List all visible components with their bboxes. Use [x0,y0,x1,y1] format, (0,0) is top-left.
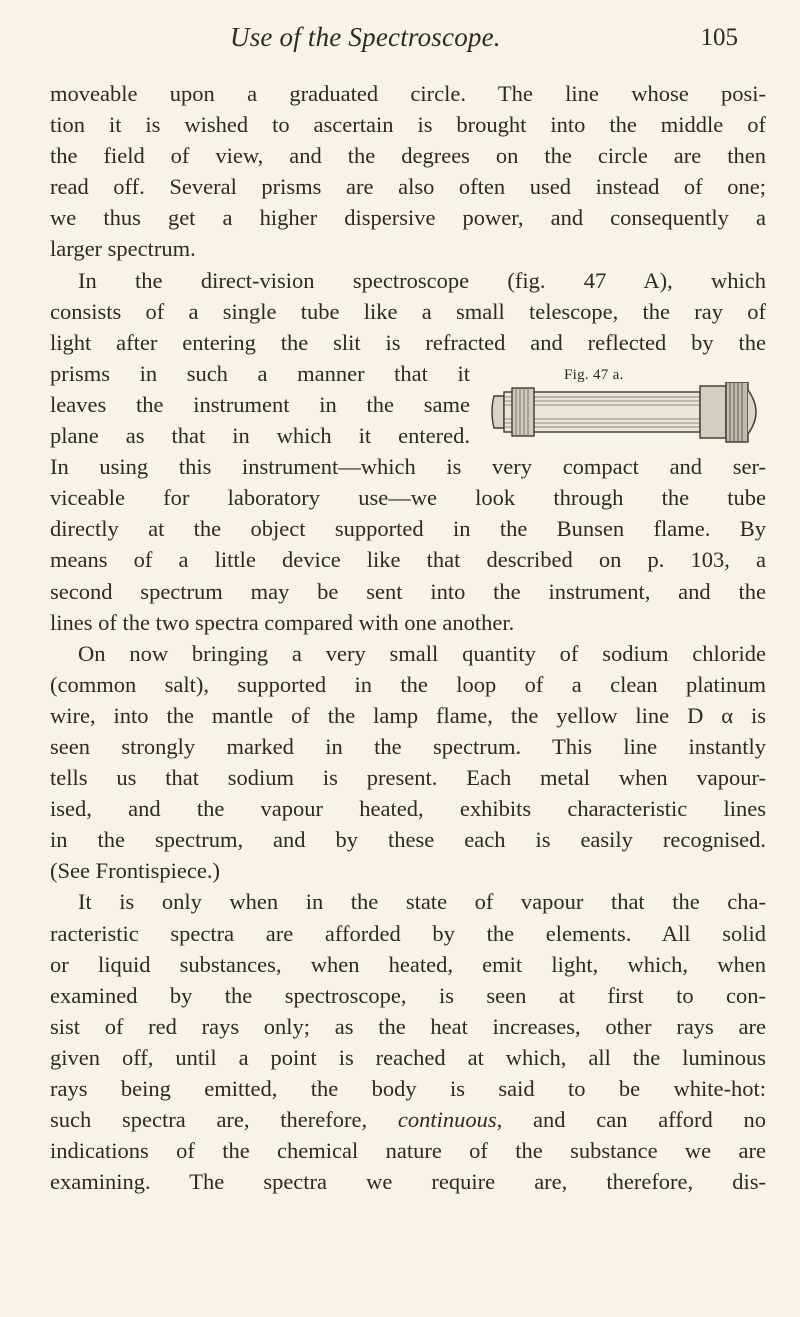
page-number: 105 [700,24,738,51]
text-line: plane as that in which it entered. [50,423,470,449]
figure-47a [488,358,766,451]
text-line: examined by the spectroscope, is seen at first to con- [50,982,766,1008]
page-header [0,22,800,62]
text-line: On now bringing a very small quantity of sodium chloride [78,640,766,666]
text-line: indications of the chemical nature of the substance we are [50,1138,766,1164]
text-line: examining. The spectra we require are, therefore, dis- [50,1169,766,1195]
text-line: consists of a single tube like a small telescope, the ray of [50,298,766,324]
text-line: wire, into the mantle of the lamp flame, the yellow line D α is [50,702,766,728]
text-line: racteristic spectra are afforded by the elements. All solid [50,920,766,946]
text-run: such spectra are, therefore, [50,1107,398,1133]
text-line: (See Frontispiece.) [50,858,220,884]
figure-row [50,358,766,451]
text-line: seen strongly marked in the spectrum. This line instantly [50,733,766,759]
text-line: rays being emitted, the body is said to be white-hot: [50,1076,766,1101]
figure-caption: Fig. 47 a. [564,366,624,383]
text-run: , and can afford no [496,1107,766,1133]
text-line: In using this instrument—which is very compact and ser- [50,454,766,480]
text-line: or liquid substances, when heated, emit light, which, when [50,951,766,977]
text-line: larger spectrum. [50,236,196,262]
text-line: viceable for laboratory use—we look through the tube [50,485,766,511]
text-line: the field of view, and the degrees on the circle are then [50,143,766,169]
text-line: tells us that sodium is present. Each metal when vapour- [50,765,766,791]
text-line: sist of red rays only; as the heat increases, other rays are [50,1013,766,1039]
text-line: leaves the instrument in the same [50,391,470,417]
text-line [50,1104,766,1135]
text-line: lines of the two spectra compared with one another. [50,609,515,635]
text-line: prisms in such a manner that it [50,360,470,386]
text-line: means of a little device like that described on p. 103, a [50,547,766,573]
text-line: moveable upon a graduated circle. The line whose posi- [50,81,766,106]
text-line: we thus get a higher dispersive power, and consequently a [50,205,766,231]
text-line: (common salt), supported in the loop of a clean platinum [50,671,766,697]
text-line: directly at the object supported in the Bunsen flame. By [50,516,766,542]
direct-vision-spectroscope-icon [488,382,766,454]
emphasis-word: continuous [397,1107,497,1133]
running-title: Use of the Spectroscope. [230,22,501,52]
text-line: light after entering the slit is refracted and reflected by the [50,329,766,355]
text-line: It is only when in the state of vapour that the cha- [78,889,766,915]
text-line: In the direct-vision spectroscope (fig. 47 A), which [78,267,766,293]
text-line: given off, until a point is reached at which, all the luminous [50,1044,766,1070]
body-text [50,78,766,1197]
text-line: ised, and the vapour heated, exhibits characteristic lines [50,796,766,822]
text-line: in the spectrum, and by these each is easily recognised. [50,827,766,853]
text-line: tion it is wished to ascertain is brought into the middle of [50,112,766,138]
text-line: read off. Several prisms are also often used instead of one; [50,174,766,200]
text-line: second spectrum may be sent into the instrument, and the [50,578,766,604]
